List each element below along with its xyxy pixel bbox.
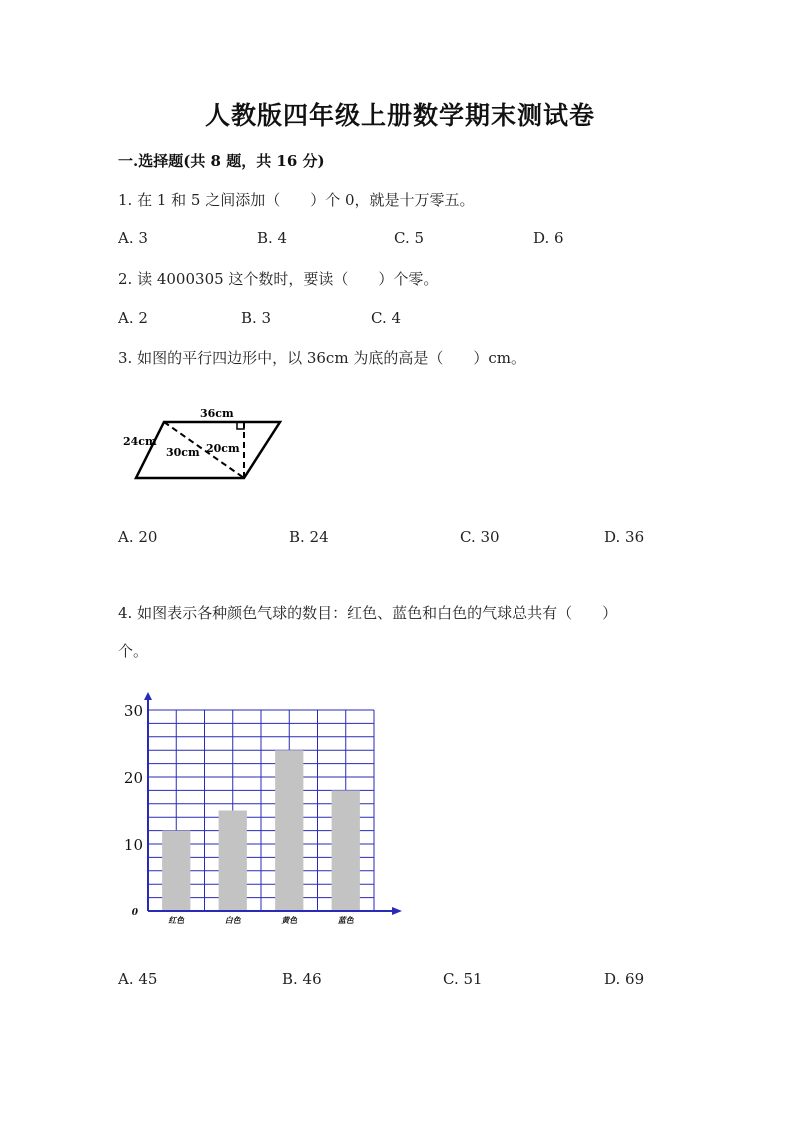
q4-option-a[interactable]: A. 45 (118, 970, 158, 988)
bar-2 (219, 811, 247, 912)
q2-option-c[interactable]: C. 4 (371, 309, 402, 327)
q3-option-a[interactable]: A. 20 (118, 528, 158, 546)
parallelogram-figure (118, 400, 298, 490)
y-tick-label: 0 (131, 908, 138, 918)
balloon-bar-chart (110, 690, 410, 930)
x-category-label: 蓝色 (337, 915, 354, 925)
x-category-label: 黄色 (281, 915, 298, 925)
question-2: 2. 读 4000305 这个数时，要读（ ）个零。 (118, 270, 439, 288)
bar-3 (275, 750, 303, 911)
section-heading: 一.选择题(共 8 题，共 16 分) (118, 152, 325, 170)
question-3: 3. 如图的平行四边形中，以 36cm 为底的高是（ ）cm。 (118, 349, 526, 367)
x-category-label: 白色 (224, 915, 241, 925)
q3-option-d[interactable]: D. 36 (604, 528, 645, 546)
label-36cm: 36cm (200, 407, 234, 420)
q4-option-d[interactable]: D. 69 (604, 970, 645, 988)
q3-option-b[interactable]: B. 24 (289, 528, 329, 546)
q1-option-a[interactable]: A. 3 (118, 229, 148, 247)
y-tick-label: 10 (123, 836, 143, 854)
question-1: 1. 在 1 和 5 之间添加（ ）个 0，就是十万零五。 (118, 191, 475, 209)
x-axis-arrow (392, 907, 402, 915)
q1-option-b[interactable]: B. 4 (257, 229, 288, 247)
label-24cm: 24cm (123, 435, 157, 448)
label-30cm: 30cm (166, 446, 200, 459)
question-4: 4. 如图表示各种颜色气球的数目：红色、蓝色和白色的气球总共有（ ） (118, 604, 618, 622)
q4-option-c[interactable]: C. 51 (443, 970, 483, 988)
question-4-continued: 个。 (118, 642, 149, 660)
q2-option-a[interactable]: A. 2 (118, 309, 148, 327)
y-tick-label: 30 (123, 702, 143, 720)
label-20cm: 20cm (206, 442, 240, 455)
q4-option-b[interactable]: B. 46 (282, 970, 322, 988)
page-title: 人教版四年级上册数学期末测试卷 (204, 101, 595, 130)
y-axis-arrow (144, 692, 152, 700)
q2-option-b[interactable]: B. 3 (241, 309, 272, 327)
bar-1 (162, 831, 190, 911)
q1-option-d[interactable]: D. 6 (533, 229, 564, 247)
bar-4 (332, 790, 360, 911)
y-tick-label: 20 (123, 769, 143, 787)
q3-option-c[interactable]: C. 30 (460, 528, 500, 546)
q1-option-c[interactable]: C. 5 (394, 229, 425, 247)
x-category-label: 红色 (168, 915, 185, 925)
